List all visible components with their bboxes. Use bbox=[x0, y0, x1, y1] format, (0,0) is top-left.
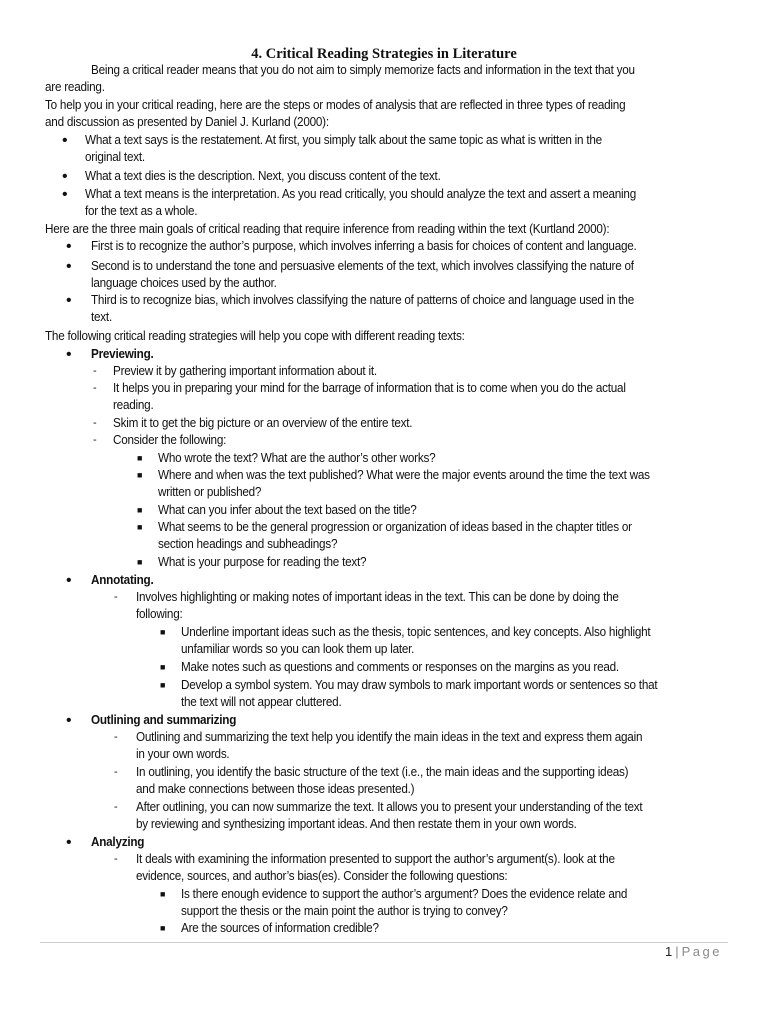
annotating-heading: Annotating. bbox=[91, 573, 154, 587]
footer-separator: | bbox=[675, 944, 679, 959]
analyzing-heading: Analyzing bbox=[91, 835, 145, 849]
page-label: Page bbox=[681, 944, 722, 959]
question-line: Who wrote the text? What are the author’s other works? bbox=[158, 451, 436, 465]
bullet-icon: • bbox=[62, 132, 68, 149]
bullet-icon: • bbox=[62, 168, 68, 185]
page-footer bbox=[665, 944, 722, 959]
bullet-icon: • bbox=[66, 834, 72, 851]
outlining-line: in your own words. bbox=[136, 747, 230, 761]
footer-divider bbox=[40, 942, 728, 943]
analyzing-item: Is there enough evidence to support the author’s argument? Does the evidence relate and bbox=[181, 887, 628, 901]
goal-line: Second is to understand the tone and persuasive elements of the text, which involves classifying the nature of bbox=[91, 259, 634, 273]
outlining-line: In outlining, you identify the basic structure of the text (i.e., the main ideas and the supporting ideas) bbox=[136, 765, 629, 779]
dash-marker: - bbox=[114, 766, 118, 778]
square-bullet-icon: ■ bbox=[160, 662, 166, 672]
outlining-line: Outlining and summarizing the text help you identify the main ideas in the text and express them again bbox=[136, 730, 643, 744]
goals-intro: Here are the three main goals of critical reading that require inference from reading within the text (Kurtland 2000): bbox=[45, 222, 610, 236]
annotating-item: Underline important ideas such as the thesis, topic sentences, and key concepts. Also highlight bbox=[181, 625, 651, 639]
dash-marker: - bbox=[114, 853, 118, 865]
bullet-icon: • bbox=[66, 712, 72, 729]
goal-line: First is to recognize the author’s purpose, which involves inferring a basis for choices of content and language. bbox=[91, 239, 637, 253]
dash-marker: - bbox=[114, 591, 118, 603]
intro-line: To help you in your critical reading, here are the steps or modes of analysis that are reflected in three types of reading bbox=[45, 98, 626, 112]
bullet-icon: • bbox=[66, 292, 72, 309]
previewing-line: Preview it by gathering important information about it. bbox=[113, 364, 377, 378]
page-number: 1 bbox=[665, 944, 673, 959]
previewing-line: Skim it to get the big picture or an overview of the entire text. bbox=[113, 416, 413, 430]
outlining-heading: Outlining and summarizing bbox=[91, 713, 237, 727]
bullet-icon: • bbox=[66, 346, 72, 363]
annotating-line: following: bbox=[136, 607, 183, 621]
question-line: What is your purpose for reading the text? bbox=[158, 555, 367, 569]
goal-line: language choices used by the author. bbox=[91, 276, 277, 290]
question-line: Where and when was the text published? What were the major events around the time the text was bbox=[158, 468, 650, 482]
mode-line: original text. bbox=[85, 150, 145, 164]
question-line: written or published? bbox=[158, 485, 262, 499]
goal-line: Third is to recognize bias, which involves classifying the nature of patterns of choice and language used in the bbox=[91, 293, 634, 307]
outlining-line: and make connections between those ideas presented.) bbox=[136, 782, 415, 796]
bullet-icon: • bbox=[66, 258, 72, 275]
previewing-heading: Previewing. bbox=[91, 347, 154, 361]
analyzing-item: Are the sources of information credible? bbox=[181, 921, 379, 935]
dash-marker: - bbox=[93, 365, 97, 377]
annotating-item: unfamiliar words so you can look them up later. bbox=[181, 642, 415, 656]
dash-marker: - bbox=[93, 382, 97, 394]
previewing-line: It helps you in preparing your mind for the barrage of information that is to come when you do the actual bbox=[113, 381, 626, 395]
goal-line: text. bbox=[91, 310, 112, 324]
square-bullet-icon: ■ bbox=[137, 505, 143, 515]
question-line: What can you infer about the text based on the title? bbox=[158, 503, 417, 517]
square-bullet-icon: ■ bbox=[137, 470, 143, 480]
outlining-line: After outlining, you can now summarize the text. It allows you to present your understanding of the text bbox=[136, 800, 643, 814]
document-title: 4. Critical Reading Strategies in Literature bbox=[251, 46, 517, 62]
mode-line: What a text means is the interpretation. As you read critically, you should analyze the text and assert a meaning bbox=[85, 187, 636, 201]
dash-marker: - bbox=[93, 417, 97, 429]
intro-line: and discussion as presented by Daniel J. Kurland (2000): bbox=[45, 115, 329, 129]
annotating-line: Involves highlighting or making notes of important ideas in the text. This can be done by doing the bbox=[136, 590, 619, 604]
square-bullet-icon: ■ bbox=[137, 522, 143, 532]
square-bullet-icon: ■ bbox=[137, 557, 143, 567]
square-bullet-icon: ■ bbox=[137, 453, 143, 463]
question-line: section headings and subheadings? bbox=[158, 537, 338, 551]
question-line: What seems to be the general progression or organization of ideas based in the chapter titles or bbox=[158, 520, 632, 534]
analyzing-line: evidence, sources, and author’s bias(es). Consider the following questions: bbox=[136, 869, 508, 883]
analyzing-line: It deals with examining the information presented to support the author’s argument(s). look at the bbox=[136, 852, 615, 866]
annotating-item: Develop a symbol system. You may draw symbols to mark important words or sentences so that bbox=[181, 678, 658, 692]
square-bullet-icon: ■ bbox=[160, 889, 166, 899]
annotating-item: Make notes such as questions and comments or responses on the margins as you read. bbox=[181, 660, 619, 674]
strategies-intro: The following critical reading strategies will help you cope with different reading texts: bbox=[45, 329, 465, 343]
bullet-icon: • bbox=[66, 572, 72, 589]
previewing-line: Consider the following: bbox=[113, 433, 227, 447]
bullet-icon: • bbox=[62, 186, 68, 203]
dash-marker: - bbox=[114, 731, 118, 743]
dash-marker: - bbox=[114, 801, 118, 813]
previewing-line: reading. bbox=[113, 398, 154, 412]
mode-line: What a text says is the restatement. At first, you simply talk about the same topic as what is written in the bbox=[85, 133, 602, 147]
bullet-icon: • bbox=[66, 238, 72, 255]
annotating-item: the text will not appear cluttered. bbox=[181, 695, 342, 709]
dash-marker: - bbox=[93, 434, 97, 446]
mode-line: What a text dies is the description. Next, you discuss content of the text. bbox=[85, 169, 441, 183]
outlining-line: by reviewing and synthesizing important ideas. And then restate them in your own words. bbox=[136, 817, 577, 831]
mode-line: for the text as a whole. bbox=[85, 204, 198, 218]
intro-line: Being a critical reader means that you do not aim to simply memorize facts and information in the text that you bbox=[91, 63, 635, 77]
square-bullet-icon: ■ bbox=[160, 680, 166, 690]
square-bullet-icon: ■ bbox=[160, 923, 166, 933]
square-bullet-icon: ■ bbox=[160, 627, 166, 637]
intro-line: are reading. bbox=[45, 80, 105, 94]
analyzing-item: support the thesis or the main point the author is trying to convey? bbox=[181, 904, 508, 918]
